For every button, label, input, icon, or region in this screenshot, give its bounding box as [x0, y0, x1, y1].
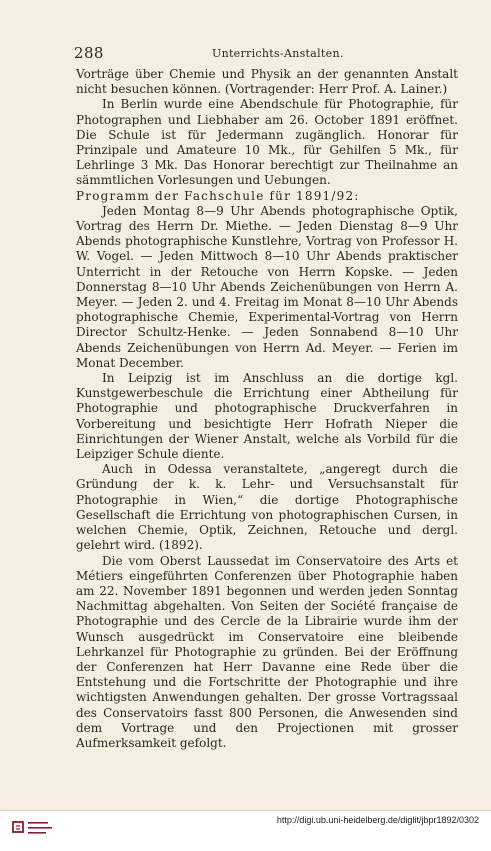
section-heading: Programm der Fachschule für 1891/92:	[76, 188, 360, 203]
paragraph: Auch in Odessa veranstaltete, „angeregt durch die Gründung der k. k. Lehr- und Versuchsanstalt für Photographie in Wien,“ die dortige Photographische Gesellschaft die Errichtung von photographischen Cursen, in welchen Chemie, Optik, Zeichnen, Retouche und dergl. gelehrt wird. (1892).	[76, 462, 458, 553]
page-number: 288	[74, 44, 104, 62]
paragraph: Vorträge über Chemie und Physik an der genannten Anstalt nicht besuchen können. (Vortragender: Herr Prof. A. Lainer.)	[76, 67, 458, 97]
paragraph: Jeden Montag 8—9 Uhr Abends photographische Optik, Vortrag des Herrn Dr. Miethe. — Jeden Dienstag 8—9 Uhr Abends photographische Kunstlehre, Vortrag von Professor H. W. Vogel. — Jeden Mittwoch 8—10 Uhr Abends praktischer Unterricht in der Retouche von Herrn Kopske. — Jeden Donnerstag 8—10 Uhr Abends Zeichenübungen von Herrn A. Meyer. — Jeden 2. und 4. Freitag im Monat 8—10 Uhr Abends photographische Chemie, Experimental-Vortrag von Herrn Director Schultz-Henke. — Jeden Sonnabend 8—10 Uhr Abends Zeichenübungen von Herrn Ad. Meyer. — Ferien im Monat December.	[76, 203, 458, 370]
paragraph: In Leipzig ist im Anschluss an die dortige kgl. Kunstgewerbeschule die Errichtung einer Abtheilung für Photographie und photographische Druckverfahren in Vorbereitung und besichtigte Herr Hofrath Nieper die Einrichtungen der Wiener Anstalt, welche als Vorbild für die Leipziger Schule diente.	[76, 371, 458, 462]
paragraph: In Berlin wurde eine Abendschule für Photographie, für Photographen und Liebhaber am 26. October 1891 eröffnet. Die Schule ist für Jedermann zugänglich. Honorar für Prinzipale und Amateure 10 Mk., für Gehilfen 5 Mk., für Lehrlinge 3 Mk. Das Honorar berechtigt zur Theilnahme an sämmtlichen Vorlesungen und Uebungen.	[76, 97, 458, 188]
source-url[interactable]: http://digi.ub.uni-heidelberg.de/diglit/jbpr1892/0302	[276, 815, 479, 825]
footer-bar	[0, 810, 491, 851]
running-head: Unterrichts-Anstalten.	[212, 47, 344, 60]
paragraph: Die vom Oberst Laussedat im Conservatoire des Arts et Métiers eingeführten Conferenzen über Photographie haben am 22. November 1891 begonnen und werden jeden Sonntag Nachmittag abgehalten. Von Seiten der Société française de Photographie und des Cercle de la Librairie wurde ihm der Wunsch ausgedrückt im Conservatoire eine bleibende Lehrkanzel für Photographie zu gründen. Bei der Eröffnung der Conferenzen hat Herr Davanne eine Rede über die Entstehung und die Fortschritte der Photographie und ihre wichtigsten Anwendungen gehalten. Der grosse Vortragssaal des Conservatoirs fasst 800 Personen, die Anwesenden sind dem Vortrage und den Projectionen mit grosser Aufmerksamkeit gefolgt.	[76, 553, 458, 750]
library-logo	[12, 818, 60, 846]
text-block	[76, 67, 458, 751]
